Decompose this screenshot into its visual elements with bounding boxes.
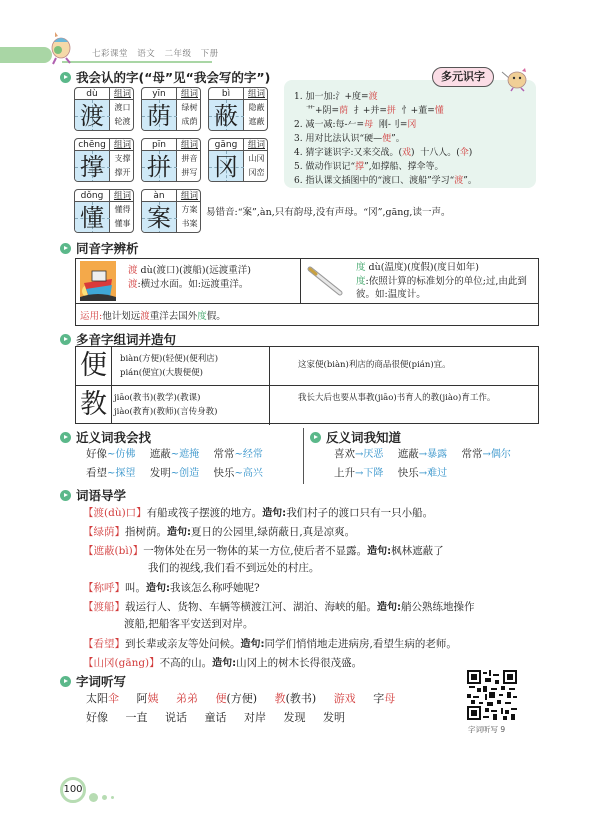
vocab-item: 【渡船】载运行人、货物、车辆等横渡江河、湖泊、海峡的船。造句:艄公熟练地操作 (83, 601, 475, 613)
pronunciation-note: 易错音:“案”,àn,只有韵母,没有声母。“冈”,gāng,读一声。 (206, 207, 451, 218)
card-word-label: 组词 (244, 139, 268, 151)
polyphone-row (76, 386, 538, 425)
vocab-item: 【渡(dù)口】有船或筏子摆渡的地方。造句:我们村子的渡口只有一只小船。 (83, 507, 434, 519)
card-words: 山冈 冈峦 (248, 154, 265, 177)
polyphone-readings: jiāo(教书)(教学)(教课) jiào(教育)(教师)(言传身教) (114, 393, 218, 417)
grade-name: 二年级 (164, 49, 192, 59)
card-pinyin: bì (209, 88, 244, 100)
card-pinyin: gāng (209, 139, 244, 151)
card-char: 渡 (75, 100, 110, 131)
polyphone-char: 便 (76, 347, 112, 385)
card-char: 撑 (75, 151, 110, 182)
dictation-row: 太阳伞 阿姨 弟弟 便(方便) 教(教书) 游戏 字母 (86, 692, 396, 705)
card-word-label: 组词 (110, 88, 134, 100)
thermometer-icon (306, 263, 344, 299)
column-divider (303, 428, 304, 484)
literacy-item: 4. 猜字谜识字:又来交战。(戏) 十八人。(伞) (294, 148, 473, 158)
decor-dot (89, 793, 98, 802)
vocab-item-continued: 我们的视线,我们看不到远处的村庄。 (148, 562, 320, 574)
play-bullet-icon (60, 72, 71, 83)
qr-code-icon[interactable] (467, 670, 517, 720)
card-words: 拼音 拼写 (181, 154, 198, 177)
card-pinyin: yīn (142, 88, 177, 100)
card-word-label: 组词 (244, 88, 268, 100)
qr-label: 字词听写 9 (468, 725, 506, 734)
page-number: 100 (60, 777, 86, 803)
card-words: 绿树 成荫 (181, 103, 198, 126)
antonym-row: 上升→下降 快乐→难过 (334, 467, 448, 479)
dictation-row: 好像 一直 说话 童话 对岸 发现 发明 (86, 711, 345, 724)
vocab-item: 【山冈(gāng)】不高的山。造句:山冈上的树木长得很茂盛。 (83, 657, 363, 669)
polyphone-readings: biàn(方便)(轻便)(便利店) pián(便宜)(大腹便便) (120, 354, 219, 378)
polyphone-row (76, 347, 538, 386)
section-title-text: 同音字辨析 (76, 241, 139, 256)
mascot-icon (500, 66, 530, 92)
char-card (208, 87, 268, 131)
polyphone-char: 教 (76, 386, 112, 424)
decor-dot (111, 796, 114, 799)
card-words: 支撑 撑开 (114, 154, 131, 177)
header-title (92, 47, 225, 59)
card-words: 懂得 懂事 (114, 205, 131, 228)
card-char: 拼 (142, 151, 177, 182)
section-title-dictation (60, 672, 126, 690)
card-words: 隐蔽 遮蔽 (248, 103, 265, 126)
char-card (74, 138, 134, 182)
table-divider (300, 259, 301, 304)
mascot-icon (46, 30, 74, 66)
multi-literacy-badge: 多元识字 (432, 67, 494, 87)
literacy-item: 6. 指认课文插图中的“渡口、渡船”学习“渡”。 (294, 176, 477, 186)
char-card (74, 189, 134, 233)
char-card (74, 87, 134, 131)
section-title-synonyms (60, 428, 151, 446)
header-line (62, 61, 212, 63)
card-char: 冈 (209, 151, 244, 182)
card-pinyin: dǒng (75, 190, 110, 202)
card-word-label: 组词 (110, 190, 134, 202)
section-title-vocab (60, 486, 126, 504)
literacy-item: 1. 加一加:氵+度=渡 (294, 92, 378, 102)
section-title-text: 我会认的字(“母”见“我会写的字”) (76, 70, 271, 85)
card-word-label: 组词 (177, 190, 201, 202)
multi-literacy-list (294, 90, 477, 188)
homophone-left-text: 渡 dù(渡口)(渡船)(远渡重洋) 渡:横过水面。如:远渡重洋。 (128, 265, 251, 290)
vocab-item: 【称呼】叫。造句:我该怎么称呼她呢? (83, 582, 260, 594)
card-char: 案 (142, 202, 177, 233)
subject-name: 语文 (137, 49, 156, 59)
card-word-label: 组词 (110, 139, 134, 151)
vocab-item: 【看望】到长辈或亲友等处问候。造句:同学们悄悄地走进病房,看望生病的老师。 (83, 638, 457, 650)
card-pinyin: àn (142, 190, 177, 202)
section-title-homophones (60, 239, 139, 257)
vocab-item-continued: 渡船,把船客平安送到对岸。 (124, 618, 254, 630)
char-card (141, 87, 201, 131)
section-title-text: 近义词我会找 (76, 430, 152, 445)
char-card (141, 138, 201, 182)
vocab-item: 【绿荫】指树荫。造句:夏日的公园里,绿荫蔽日,真是凉爽。 (83, 526, 356, 538)
card-word-label: 组词 (177, 139, 201, 151)
play-bullet-icon (60, 490, 71, 501)
volume-name: 下册 (200, 49, 219, 59)
homophone-table (75, 258, 539, 326)
card-word-label: 组词 (177, 88, 201, 100)
section-title-antonyms (310, 428, 401, 446)
literacy-item: 艹+阴=荫 扌+并=拼 忄+董=懂 (306, 106, 444, 116)
header-band (0, 47, 52, 63)
card-pinyin: pīn (142, 139, 177, 151)
ship-icon (80, 261, 116, 301)
homophone-usage: 运用:他计划远渡重洋去国外度假。 (80, 311, 226, 322)
literacy-item: 3. 用对比法认识“硬—便”。 (294, 134, 405, 144)
homophone-right-text: 度 dù(温度)(度假)(度日如年) 度:依照计算的标准划分的单位;过,由此到彼。如:温度计。 (356, 262, 527, 300)
section-title-recognize (60, 68, 270, 86)
table-divider (269, 347, 270, 425)
vocab-item: 【遮蔽(bì)】一物体处在另一物体的某一方位,使后者不显露。造句:枫林遮蔽了 (83, 545, 444, 557)
card-words: 渡口 轮渡 (114, 103, 131, 126)
card-char: 蔽 (209, 100, 244, 131)
literacy-item: 2. 减一减:每-𠂉=母 刚-刂=冈 (294, 120, 417, 130)
section-title-text: 多音字组词并造句 (76, 332, 177, 347)
section-title-text: 字词听写 (76, 674, 127, 689)
play-bullet-icon (60, 432, 71, 443)
section-title-text: 词语导学 (76, 488, 127, 503)
play-bullet-icon (60, 243, 71, 254)
synonym-row: 好像~仿佛 遮蔽~遮掩 常常~经常 (86, 448, 263, 460)
polyphone-sentence: 这家便(biàn)利店的商品很便(pián)宜。 (298, 360, 451, 370)
card-pinyin: dù (75, 88, 110, 100)
char-card (141, 189, 201, 233)
card-words: 方案 书案 (181, 205, 198, 228)
card-char: 荫 (142, 100, 177, 131)
series-name: 七彩课堂 (92, 49, 129, 59)
char-card (208, 138, 268, 182)
card-char: 懂 (75, 202, 110, 233)
section-title-text: 反义词我知道 (326, 430, 402, 445)
play-bullet-icon (60, 334, 71, 345)
literacy-item: 5. 做动作识记“撑”,如撑船、撑伞等。 (294, 162, 444, 172)
play-bullet-icon (60, 676, 71, 687)
polyphone-table (75, 346, 539, 424)
card-pinyin: chēng (75, 139, 110, 151)
play-bullet-icon (310, 432, 321, 443)
decor-dot (102, 795, 107, 800)
polyphone-sentence: 我长大后也要从事教(jiāo)书育人的教(jiào)育工作。 (298, 393, 496, 403)
synonym-row: 看望~探望 发明~创造 快乐~高兴 (86, 467, 263, 479)
antonym-row: 喜欢→厌恶 遮蔽→暴露 常常→偶尔 (334, 448, 511, 460)
